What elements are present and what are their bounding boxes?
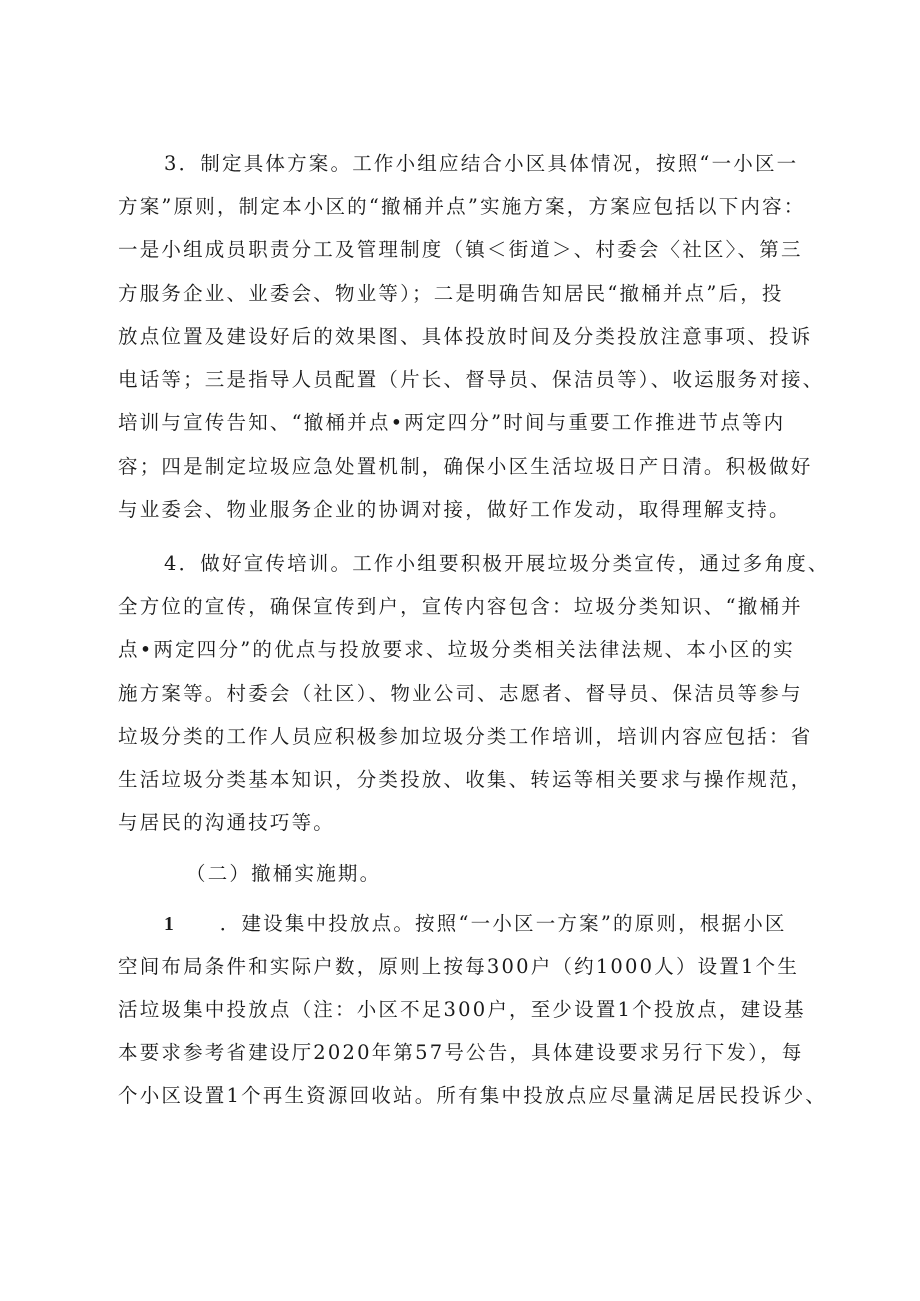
- item-first-line-text: ．建设集中投放点。按照“一小区一方案”的原则，根据小区: [219, 912, 787, 935]
- paragraph-1-line-2: 空间布局条件和实际户数，原则上按每300户（约1000人）设置1个生: [118, 955, 800, 978]
- paragraph-4-line-6: 生活垃圾分类基本知识，分类投放、收集、转运等相关要求与操作规范，: [118, 768, 813, 791]
- section-heading: （二）撤桶实施期。: [186, 862, 382, 885]
- paragraph-3-line-8: 容；四是制定垃圾应急处置机制，确保小区生活垃圾日产日清。积极做好: [118, 455, 813, 478]
- paragraph-1-line-4: 本要求参考省建设厅2020年第57号公告，具体建设要求另行下发），每: [118, 1041, 804, 1064]
- paragraph-4-line-5: 垃圾分类的工作人员应积极参加垃圾分类工作培训，培训内容应包括：省: [118, 725, 813, 748]
- paragraph-3-line-7: 培训与宣传告知、“撤桶并点•两定四分”时间与重要工作推进节点等内: [118, 411, 786, 434]
- item-number: 1: [164, 914, 174, 935]
- paragraph-4-line-1: 4．做好宣传培训。工作小组要积极开展垃圾分类宣传，通过多角度、: [164, 552, 830, 575]
- paragraph-4-line-3: 点•两定四分”的优点与投放要求、垃圾分类相关法律法规、本小区的实: [118, 638, 795, 661]
- paragraph-4-line-7: 与居民的沟通技巧等。: [118, 811, 336, 834]
- paragraph-4-line-2: 全方位的宣传，确保宣传到户，宣传内容包含：垃圾分类知识、“撤桶并: [118, 595, 803, 618]
- paragraph-3-line-6: 电话等；三是指导人员配置（片长、督导员、保洁员等）、收运服务对接、: [118, 368, 825, 391]
- paragraph-1-line-5: 个小区设置1个再生资源回收站。所有集中投放点应尽量满足居民投诉少、: [118, 1084, 828, 1107]
- paragraph-3-line-1: 3．制定具体方案。工作小组应结合小区具体情况，按照“一小区一: [164, 152, 799, 175]
- paragraph-3-line-5: 放点位置及建设好后的效果图、具体投放时间及分类投放注意事项、投诉: [118, 325, 813, 348]
- paragraph-3-line-2: 方案”原则，制定本小区的“撤桶并点”实施方案，方案应包括以下内容：: [118, 195, 806, 218]
- paragraph-3-line-9: 与业委会、物业服务企业的协调对接，做好工作发动，取得理解支持。: [118, 498, 791, 521]
- paragraph-3-line-3: 一是小组成员职责分工及管理制度（镇＜街道＞、村委会〈社区〉、第三: [118, 238, 803, 261]
- paragraph-4-line-4: 施方案等。村委会（社区）、物业公司、志愿者、督导员、保洁员等参与: [118, 682, 803, 705]
- paragraph-1-line-1: [164, 912, 872, 937]
- paragraph-1-line-3: 活垃圾集中投放点（注：小区不足300户，至少设置1个投放点，建设基: [118, 998, 806, 1021]
- paragraph-3-line-4: 方服务企业、业委会、物业等）；二是明确告知居民“撤桶并点”后，投: [118, 282, 784, 305]
